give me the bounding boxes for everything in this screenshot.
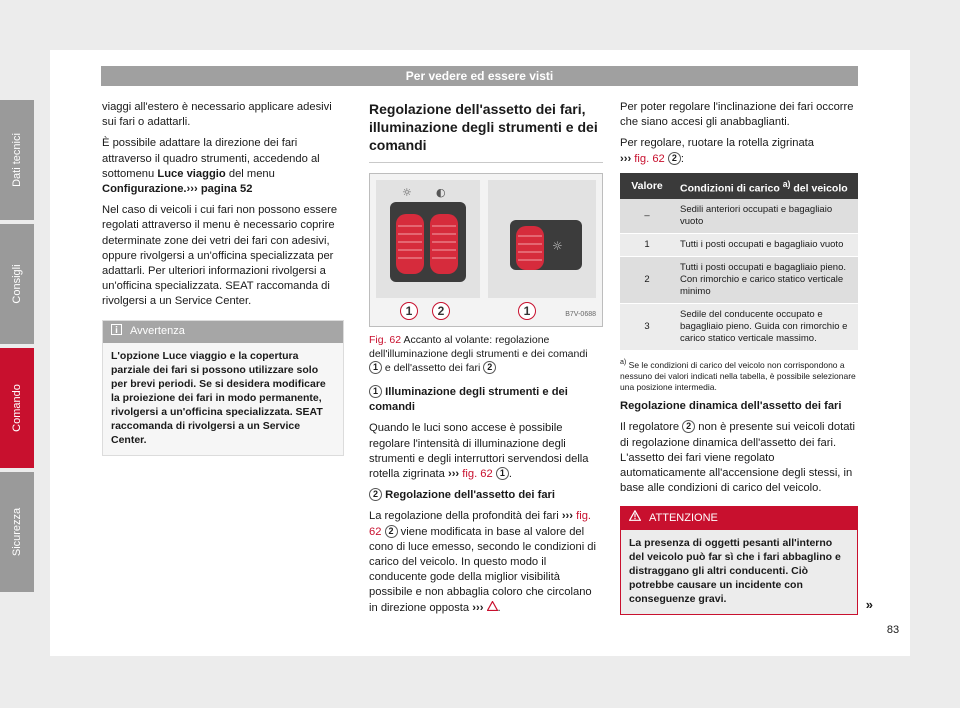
number-badge: 1 xyxy=(369,361,382,374)
text: Per regolare, ruotare la rotella zigrinata xyxy=(620,137,815,150)
callout-2: 2 xyxy=(432,302,450,320)
table-cell: 1 xyxy=(620,234,674,257)
callout-1: 1 xyxy=(400,302,418,320)
arrow-glyph: ››› xyxy=(186,183,198,196)
info-icon xyxy=(111,324,122,340)
text: del menu xyxy=(225,167,275,180)
page-header: Per vedere ed essere visti xyxy=(101,66,858,86)
table-cell: – xyxy=(620,199,674,234)
arrow-glyph: ››› xyxy=(561,510,573,523)
page-ref-link[interactable]: pagina 52 xyxy=(197,183,253,196)
subsection-heading xyxy=(369,385,603,415)
warning-triangle-icon[interactable] xyxy=(487,602,498,614)
text: Il regolatore xyxy=(620,421,683,434)
column-3 xyxy=(620,100,873,615)
section-title: Regolazione dell'assetto dei fari, illuminazione degli strumenti e dei comandi xyxy=(369,100,603,163)
note-title: Avvertenza xyxy=(130,325,185,338)
svg-text:☼: ☼ xyxy=(552,239,563,253)
menu-label: Luce viaggio xyxy=(157,167,226,180)
callout-1: 1 xyxy=(518,302,536,320)
table-row xyxy=(620,304,858,351)
svg-text:◐: ◐ xyxy=(436,186,446,199)
text: del veicolo xyxy=(790,182,848,195)
number-badge: 2 xyxy=(668,152,681,165)
single-dial-illustration xyxy=(488,180,596,298)
subsection-title: Regolazione dinamica dell'assetto dei fari xyxy=(620,400,842,413)
tab-label: Dati tecnici xyxy=(11,133,23,187)
menu-label: Configurazione. xyxy=(102,183,187,196)
text: viene modificata in base al valore del cono di luce emesso, secondo le condizioni di carico del veicolo. In questo modo il conducente gode della miglior visibilità possibile e non abbaglia coloro che circolano in direzione opposta xyxy=(369,525,596,614)
figure-caption xyxy=(369,333,603,375)
table-cell: Tutti i posti occupati e bagagliaio pieno. Con rimorchio e carico statico verticale minimo xyxy=(674,257,858,304)
subsection-title: Regolazione dell'assetto dei fari xyxy=(385,489,556,502)
table-cell: Tutti i posti occupati e bagagliaio vuoto xyxy=(674,234,858,257)
footnote xyxy=(620,357,858,393)
tab-label: Consigli xyxy=(11,264,23,304)
number-badge: 2 xyxy=(385,525,398,538)
text: Quando le luci sono accese è possibile regolare l'intensità di illuminazione degli strumenti e degli interruttori servendosi della rotella zigrinata xyxy=(369,422,589,481)
figure-ref-link[interactable]: fig. 62 xyxy=(631,152,665,165)
note-header xyxy=(103,321,343,343)
text: Accanto al volante: regolazione dell'illuminazione degli strumenti e dei comandi xyxy=(369,334,588,360)
figure-panel-right xyxy=(488,180,596,298)
table-header-row xyxy=(620,173,858,200)
paragraph: Per poter regolare l'inclinazione dei fari occorre che siano accesi gli anabbaglianti. xyxy=(620,101,854,129)
figure-ref-link[interactable]: fig. 62 xyxy=(369,510,592,538)
number-badge: 1 xyxy=(496,467,509,480)
text: La presenza di oggetti pesanti all'interno del veicolo può far sì che i fari abbaglino e distraggano gli altri conducenti. Ciò potrebbe causare un incidente con conseguenze gravi. xyxy=(629,536,841,605)
figure-code: B7V-0688 xyxy=(565,310,596,318)
paragraph: La regolazione della profondità dei fari ››› fig. 62 2 viene modificata in base al valore del cono di luce emesso, secondo le condizioni di carico del veicolo. In questo modo il conducente gode della miglior visibilità possibile e non abbaglia coloro che circolano in direzione opposta ››› . xyxy=(369,510,596,614)
subsection-heading xyxy=(369,488,603,503)
continue-arrow-icon[interactable]: » xyxy=(865,596,873,612)
arrow-glyph: ››› xyxy=(620,152,632,165)
paragraph: Nel caso di veicoli i cui fari non possono essere regolati attraverso il menu è necessario coprire determinate zone dei vetri dei fari con adesivi, oppure rivolgersi a un'officina specializzata per adattarli. Per ulteriori informazioni rivolgersi a un'officina specializzata. SEAT raccomanda di rivolgersi a un Service Center. xyxy=(102,204,338,308)
tab-dati-tecnici[interactable] xyxy=(0,100,34,220)
note-body: L'opzione Luce viaggio e la copertura parziale dei fari si possono utilizzare solo per brevi periodi. Se si desidera modificare la proiezione dei fari in modo permanente, rivolgersi a un'officina specializzata. SEAT raccomanda di rivolgersi a un Service Center. xyxy=(111,349,326,446)
column-header xyxy=(674,173,858,200)
tab-label: Sicurezza xyxy=(11,507,23,557)
number-badge: 2 xyxy=(682,420,695,433)
warning-box xyxy=(620,506,873,614)
page-number: 83 xyxy=(886,624,900,636)
column-1 xyxy=(102,100,344,456)
tab-consigli[interactable] xyxy=(0,224,34,344)
figure-label: Fig. 62 xyxy=(369,334,402,346)
footnote-mark: a) xyxy=(782,178,791,189)
paragraph xyxy=(102,136,344,197)
warning-title: ATTENZIONE xyxy=(649,511,718,524)
table-row xyxy=(620,234,858,257)
svg-text:☼: ☼ xyxy=(402,186,412,199)
text: Se le condizioni di carico del veicolo non corrispondono a nessuno dei valori indicati nella tabella, è possibile selezionare una posizione intermedia. xyxy=(620,360,856,393)
text: non è presente sui veicoli dotati di regolazione dinamica dell'assetto dei fari. L'assetto dei fari viene regolato automaticamente all'accensione degli stessi, in base alle condizioni di carico del veicolo. xyxy=(620,421,856,495)
arrow-glyph: ››› xyxy=(472,601,484,614)
number-badge: 2 xyxy=(369,488,382,501)
paragraph: viaggi all'estero è necessario applicare adesivi sui fari o adattarli. xyxy=(102,101,332,129)
table-row xyxy=(620,199,858,234)
text: e dell'assetto dei fari xyxy=(382,362,484,374)
table-cell: Sedili anteriori occupati e bagagliaio vuoto xyxy=(674,199,858,234)
table-cell: 2 xyxy=(620,257,674,304)
paragraph xyxy=(620,420,858,496)
table-row xyxy=(620,257,858,304)
paragraph: Quando le luci sono accese è possibile regolare l'intensità di illuminazione degli strumenti e degli interruttori servendosi della rotella zigrinata ››› fig. 62 1 . xyxy=(369,422,589,481)
text: Condizioni di carico xyxy=(680,182,780,195)
figure-ref-link[interactable]: fig. 62 xyxy=(459,468,493,481)
warning-triangle-icon xyxy=(629,510,641,526)
warning-header xyxy=(621,507,857,529)
note-box xyxy=(102,320,344,456)
arrow-glyph: ››› xyxy=(447,468,460,481)
load-conditions-table xyxy=(620,173,858,352)
dual-dial-illustration xyxy=(376,180,480,298)
figure-panel-left xyxy=(376,180,480,298)
paragraph: Per regolare, ruotare la rotella zigrinata ››› fig. 62 2 : xyxy=(620,137,815,165)
column-header: Valore xyxy=(620,173,674,200)
figure-62 xyxy=(369,173,603,327)
column-2 xyxy=(369,100,603,622)
tab-label: Comando xyxy=(11,384,23,432)
tab-comando[interactable] xyxy=(0,348,34,468)
tab-sicurezza[interactable] xyxy=(0,472,34,592)
table-cell: 3 xyxy=(620,304,674,351)
subsection-title: Illuminazione degli strumenti e dei comandi xyxy=(369,386,568,414)
table-cell: Sedile del conducente occupato e bagagliaio pieno. Guida con rimorchio e carico statico verticale massimo. xyxy=(674,304,858,351)
warning-body xyxy=(621,530,873,614)
text: La regolazione della profondità dei fari xyxy=(369,510,562,523)
footnote-mark: a) xyxy=(620,358,627,367)
number-badge: 1 xyxy=(369,385,382,398)
number-badge: 2 xyxy=(483,361,496,374)
text: È possibile adattare la direzione dei fari attraverso il quadro strumenti, accedendo al sottomenu xyxy=(102,137,320,180)
